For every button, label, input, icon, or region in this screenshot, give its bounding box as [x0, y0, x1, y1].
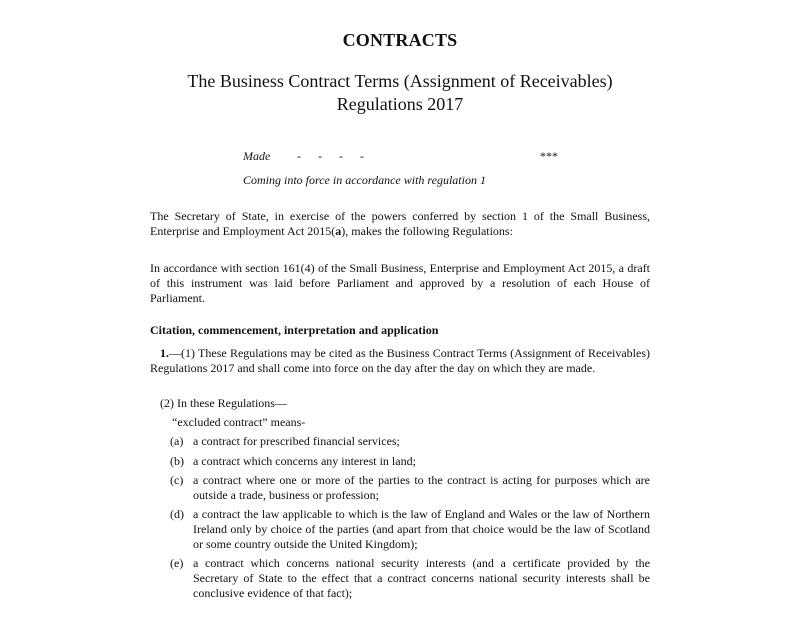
- intro-text-before: The Secretary of State, in exercise of the powers conferred by section 1 of the Small Business, Enterprise and Employment Act 2015(: [150, 209, 650, 238]
- regulation-1-2: (2) In these Regulations—: [160, 396, 287, 410]
- intro-text-after: ), makes the following Regulations:: [341, 224, 513, 238]
- regulation-number: 1.: [160, 346, 169, 360]
- list-item-label: (e): [170, 556, 184, 570]
- list-item-text: a contract for prescribed financial services;: [193, 434, 400, 448]
- section-heading: Citation, commencement, interpretation and application: [150, 323, 439, 337]
- list-item: [170, 473, 650, 503]
- list-item-text: a contract the law applicable to which is the law of England and Wales or the law of Northern Ireland only by choice of the parties (and apart from that choice would be the law of Scotland or some country outside the United Kingdom);: [193, 507, 650, 551]
- list-item-text: a contract where one or more of the parties to the contract is acting for purposes which are outside a trade, business or profession;: [193, 473, 650, 502]
- list-item-text: a contract which concerns national security interests (and a certificate provided by the Secretary of State to the effect that a contract concerns national security interests shall be conclusive evidence of that fact);: [193, 556, 650, 600]
- excluded-contract-definition: “excluded contract” means-: [172, 415, 306, 429]
- title-line-1: The Business Contract Terms (Assignment of Receivables): [187, 71, 613, 91]
- list-item-label: (a): [170, 434, 184, 448]
- list-item-label: (c): [170, 473, 184, 487]
- made-label: Made: [243, 149, 271, 163]
- made-dashes: - - - -: [297, 149, 364, 163]
- list-item: [170, 434, 650, 449]
- title-line-2: Regulations 2017: [336, 94, 464, 114]
- list-item: [170, 556, 650, 601]
- intro-paragraph: [150, 209, 650, 239]
- list-item-text: a contract which concerns any interest in land;: [193, 454, 416, 468]
- made-date: ***: [540, 149, 558, 163]
- list-item: [170, 454, 650, 469]
- list-item: [170, 507, 650, 552]
- regulation-1: [150, 346, 650, 376]
- regulation-1-text: —(1) These Regulations may be cited as the Business Contract Terms (Assignment of Receivables) Regulations 2017 and shall come into force on the day after the day on which they are made.: [150, 346, 650, 375]
- coming-into-force: Coming into force in accordance with regulation 1: [243, 173, 486, 187]
- intro-footnote-ref: a: [335, 224, 342, 238]
- list-item-label: (b): [170, 454, 184, 468]
- accordance-paragraph: In accordance with section 161(4) of the Small Business, Enterprise and Employment Act 2015, a draft of this instrument was laid before Parliament and approved by a resolution of each House of Parliament.: [150, 261, 650, 305]
- document-title: [0, 70, 800, 116]
- list-item-label: (d): [170, 507, 184, 521]
- made-row: [243, 149, 573, 165]
- document-heading: CONTRACTS: [342, 30, 458, 50]
